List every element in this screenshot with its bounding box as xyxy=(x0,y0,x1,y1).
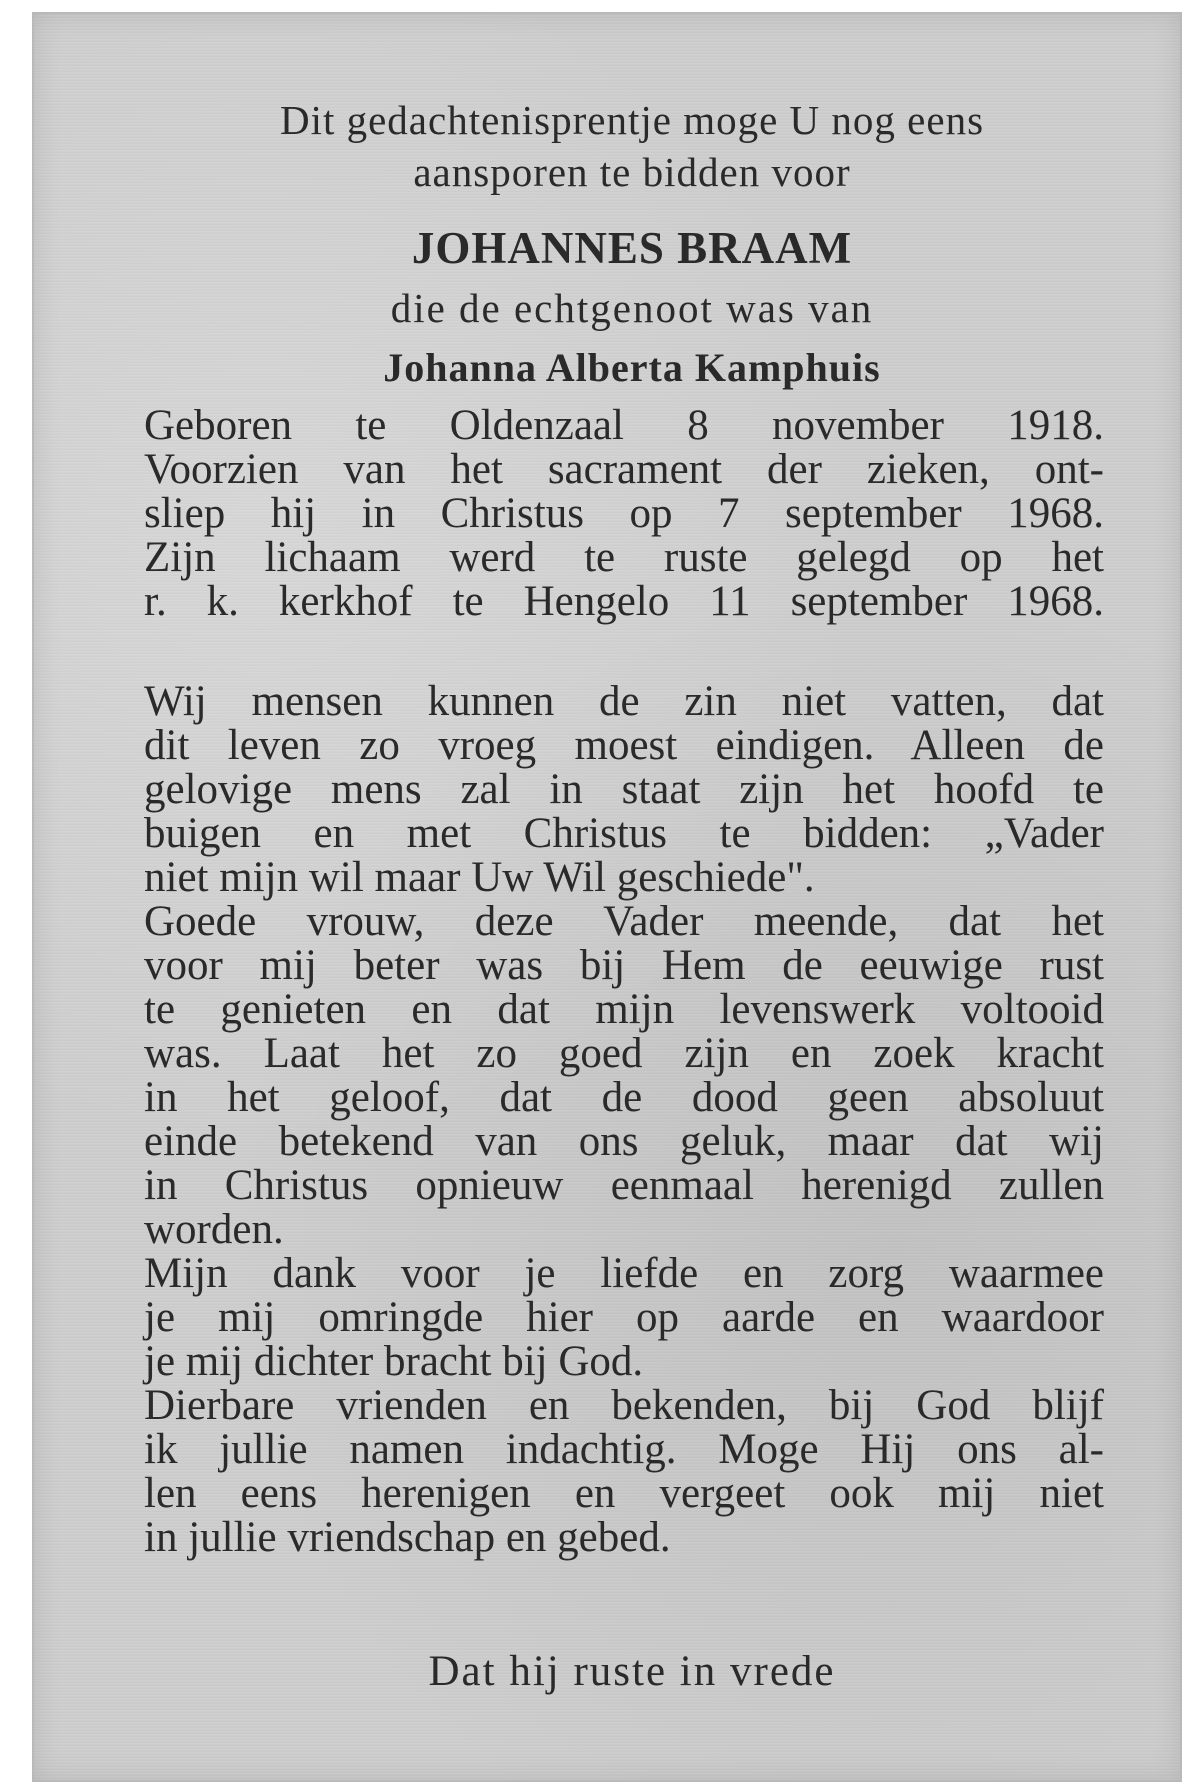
message-line: dit leven zo vroeg moest eindigen. Alleen de xyxy=(144,722,1104,769)
relation-text: die de echtgenoot was van xyxy=(390,285,874,331)
spouse-name: Johanna Alberta Kamphuis xyxy=(383,345,881,390)
deceased-name: JOHANNES BRAAM xyxy=(411,223,853,273)
message-line: Dierbare vrienden en bekenden, bij God blijf xyxy=(144,1382,1104,1429)
memorial-card xyxy=(32,12,1182,1782)
message-line: einde betekend van ons geluk, maar dat wij xyxy=(144,1118,1104,1165)
intro-line: Dit gedachtenisprentje moge U nog eens xyxy=(279,97,985,143)
message-line: je mij dichter bracht bij God. xyxy=(144,1338,644,1385)
facts-line: Geboren te Oldenzaal 8 november 1918. xyxy=(144,402,1104,449)
message-line: gelovige mens zal in staat zijn het hoofd te xyxy=(144,766,1104,813)
message-line: ik jullie namen indachtig. Moge Hij ons al- xyxy=(144,1426,1104,1473)
message-line: voor mij beter was bij Hem de eeuwige rust xyxy=(144,942,1104,989)
facts-line: sliep hij in Christus op 7 september 1968. xyxy=(144,490,1104,537)
message-line: was. Laat het zo goed zijn en zoek kracht xyxy=(144,1030,1104,1077)
facts-line: Voorzien van het sacrament der zieken, ont- xyxy=(144,446,1104,493)
facts-line: Zijn lichaam werd te ruste gelegd op het xyxy=(144,534,1104,581)
farewell-message xyxy=(144,680,1104,1560)
message-line: in jullie vriendschap en gebed. xyxy=(144,1514,671,1561)
message-line: buigen en met Christus te bidden: „Vader xyxy=(144,810,1104,857)
message-line: Wij mensen kunnen de zin niet vatten, dat xyxy=(144,678,1104,725)
message-line: in Christus opnieuw eenmaal herenigd zullen xyxy=(144,1162,1104,1209)
facts-line: r. k. kerkhof te Hengelo 11 september 1968. xyxy=(144,578,1104,625)
message-line: niet mijn wil maar Uw Wil geschiede". xyxy=(144,854,815,901)
message-line: in het geloof, dat de dood geen absoluut xyxy=(144,1074,1104,1121)
intro-text xyxy=(152,94,1112,198)
message-line: worden. xyxy=(144,1206,284,1253)
message-line: len eens herenigen en vergeet ook mij niet xyxy=(144,1470,1104,1517)
message-line: te genieten en dat mijn levenswerk voltooid xyxy=(144,986,1104,1033)
life-facts xyxy=(144,404,1104,624)
intro-line: aansporen te bidden voor xyxy=(413,149,851,195)
message-line: Mijn dank voor je liefde en zorg waarmee xyxy=(144,1250,1104,1297)
message-line: je mij omringde hier op aarde en waardoor xyxy=(144,1294,1104,1341)
message-line: Goede vrouw, deze Vader meende, dat het xyxy=(144,898,1104,945)
closing-text: Dat hij ruste in vrede xyxy=(428,1648,836,1695)
